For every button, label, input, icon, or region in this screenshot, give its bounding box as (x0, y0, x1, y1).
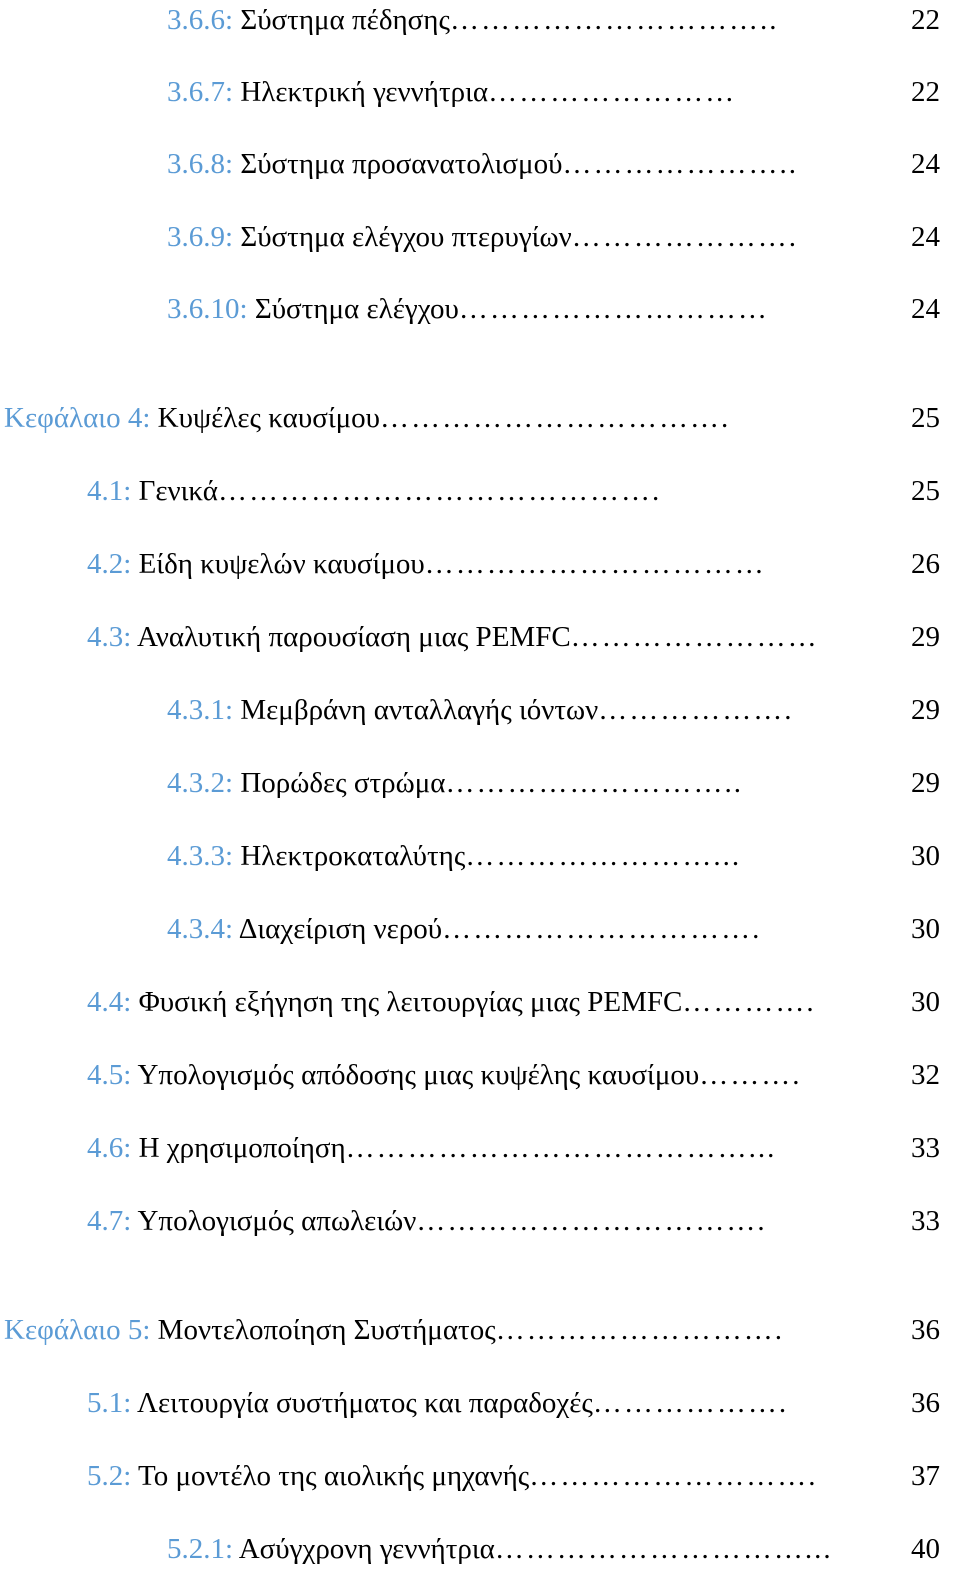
toc-entry-leader: …………. (682, 986, 816, 1018)
toc-entry-number: 3.6.10: (167, 293, 248, 325)
toc-entry[interactable] (87, 544, 940, 584)
toc-entry[interactable] (87, 982, 940, 1022)
toc-entry-page-number: 29 (909, 617, 940, 657)
toc-entry-leader: ……………………………. (380, 402, 731, 434)
toc-entry-page-number: 26 (909, 544, 940, 584)
toc-entry-number: 4.2: (87, 548, 132, 580)
toc-entry-leader: …………………… (570, 621, 819, 653)
toc-entry-page-number: 30 (909, 909, 940, 949)
toc-entry-leader: ………………….. (562, 148, 798, 180)
toc-entry[interactable] (167, 0, 940, 40)
toc-entry-number: Κεφάλαιο 5: (4, 1314, 151, 1346)
toc-entry-number: 4.4: (87, 986, 132, 1018)
toc-entry-number: 4.3.4: (167, 913, 234, 945)
toc-entry-title: Είδη κυψελών καυσίμου (131, 548, 425, 580)
toc-entry-title: Ασύγχρονη γεννήτρια (233, 1533, 495, 1565)
toc-entry-title: Υπολογισμός απωλειών (131, 1205, 417, 1237)
toc-entry-leader: ……………………………. (416, 1205, 767, 1237)
toc-entry[interactable] (87, 1383, 940, 1423)
toc-entry[interactable] (167, 763, 940, 803)
toc-entry-page-number: 24 (909, 217, 940, 257)
toc-entry[interactable] (4, 1310, 940, 1350)
toc-entry-title: Σύστημα ελέγχου (247, 293, 459, 325)
toc-entry-leader: ………………. (598, 694, 794, 726)
toc-entry-number: 4.3: (87, 621, 132, 653)
toc-entry[interactable] (87, 1055, 940, 1095)
toc-entry-page-number: 30 (909, 836, 940, 876)
toc-entry[interactable] (167, 1529, 940, 1569)
toc-entry-title: Ηλεκτροκαταλύτης (233, 840, 466, 872)
toc-entry-page-number: 32 (909, 1055, 940, 1095)
toc-entry-title: Μοντελοποίηση Συστήματος (150, 1314, 496, 1346)
toc-entry[interactable] (167, 289, 940, 329)
toc-entry-title: Η χρησιμοποίηση (131, 1132, 346, 1164)
toc-entry-number: 5.2.1: (167, 1533, 234, 1565)
toc-entry-leader: …………………………… (424, 548, 766, 580)
toc-entry-leader: ……………………………………. (217, 475, 662, 507)
toc-entry[interactable] (167, 836, 940, 876)
toc-entry[interactable] (87, 1128, 940, 1168)
toc-entry-leader: ……………………... (465, 840, 742, 872)
toc-entry-title: Το μοντέλο της αιολικής μηχανής (131, 1460, 530, 1492)
toc-entry-page-number: 29 (909, 763, 940, 803)
toc-entry[interactable] (167, 217, 940, 257)
toc-entry-number: 4.3.3: (167, 840, 234, 872)
toc-entry-leader: …………………… (488, 76, 737, 108)
toc-entry-title: Κυψέλες καυσίμου (150, 402, 381, 434)
toc-entry-title: Υπολογισμός απόδοσης μιας κυψέλης καυσίμου (131, 1059, 700, 1091)
toc-entry-title: Γενικά (131, 475, 218, 507)
toc-entry-leader: ……………………….. (445, 767, 743, 799)
toc-entry-number: 4.7: (87, 1205, 132, 1237)
toc-entry-title: Διαχείριση νερού (233, 913, 443, 945)
toc-entry-leader: ………………………. (529, 1460, 818, 1492)
toc-entry-leader: …………………………... (494, 1533, 833, 1565)
toc-entry[interactable] (167, 690, 940, 730)
toc-entry-title: Σύστημα πέδησης (233, 4, 450, 36)
toc-entry-page-number: 24 (909, 289, 940, 329)
toc-entry-title: Ηλεκτρική γεννήτρια (233, 76, 489, 108)
toc-entry[interactable] (167, 144, 940, 184)
toc-entry-page-number: 22 (909, 0, 940, 40)
toc-entry-title: Πορώδες στρώμα (233, 767, 446, 799)
toc-entry-page-number: 30 (909, 982, 940, 1022)
toc-entry[interactable] (167, 72, 940, 112)
toc-entry-number: 5.1: (87, 1387, 132, 1419)
toc-entry-number: Κεφάλαιο 4: (4, 402, 151, 434)
toc-entry-title: Αναλυτική παρουσίαση μιας PEMFC (131, 621, 571, 653)
toc-entry-page-number: 37 (909, 1456, 940, 1496)
toc-entry-number: 4.5: (87, 1059, 132, 1091)
toc-entry-leader: …………………………. (442, 913, 762, 945)
toc-entry-title: Φυσική εξήγηση της λειτουργίας μιας PEMFC (131, 986, 683, 1018)
toc-entry[interactable] (87, 617, 940, 657)
toc-entry-page-number: 33 (909, 1128, 940, 1168)
toc-entry-number: 3.6.6: (167, 4, 234, 36)
toc-entry-number: 4.6: (87, 1132, 132, 1164)
toc-entry-page-number: 36 (909, 1383, 940, 1423)
toc-entry-number: 5.2: (87, 1460, 132, 1492)
toc-entry-leader: ………………………….. (449, 4, 779, 36)
toc-entry-page-number: 29 (909, 690, 940, 730)
toc-entry-page-number: 22 (909, 72, 940, 112)
toc-entry-leader: …………………. (571, 221, 798, 253)
toc-entry-number: 3.6.9: (167, 221, 234, 253)
toc-entry-number: 3.6.7: (167, 76, 234, 108)
toc-entry-title: Μεμβράνη ανταλλαγής ιόντων (233, 694, 599, 726)
toc-entry-page-number: 25 (909, 471, 940, 511)
toc-entry-number: 4.3.1: (167, 694, 234, 726)
toc-entry-page-number: 40 (909, 1529, 940, 1569)
toc-entry-title: Λειτουργία συστήματος και παραδοχές (131, 1387, 593, 1419)
toc-entry-page-number: 33 (909, 1201, 940, 1241)
toc-entry-leader: ………………………. (495, 1314, 784, 1346)
toc-entry-number: 4.1: (87, 475, 132, 507)
toc-entry[interactable] (87, 1201, 940, 1241)
toc-entry-page-number: 24 (909, 144, 940, 184)
toc-entry-leader: ………………. (592, 1387, 789, 1419)
toc-entry-title: Σύστημα προσανατολισμού (233, 148, 563, 180)
toc-entry[interactable] (87, 1456, 940, 1496)
toc-entry-title: Σύστημα ελέγχου πτερυγίων (233, 221, 572, 253)
toc-entry[interactable] (87, 471, 940, 511)
toc-entry-number: 4.3.2: (167, 767, 234, 799)
toc-entry-leader: …………………………………... (345, 1132, 777, 1164)
toc-entry-page-number: 36 (909, 1310, 940, 1350)
toc-entry[interactable] (4, 398, 940, 438)
toc-entry-leader: ………………………… (458, 293, 769, 325)
toc-entry-number: 3.6.8: (167, 148, 234, 180)
toc-entry[interactable] (167, 909, 940, 949)
toc-entry-leader: ………. (699, 1059, 802, 1091)
toc-entry-page-number: 25 (909, 398, 940, 438)
